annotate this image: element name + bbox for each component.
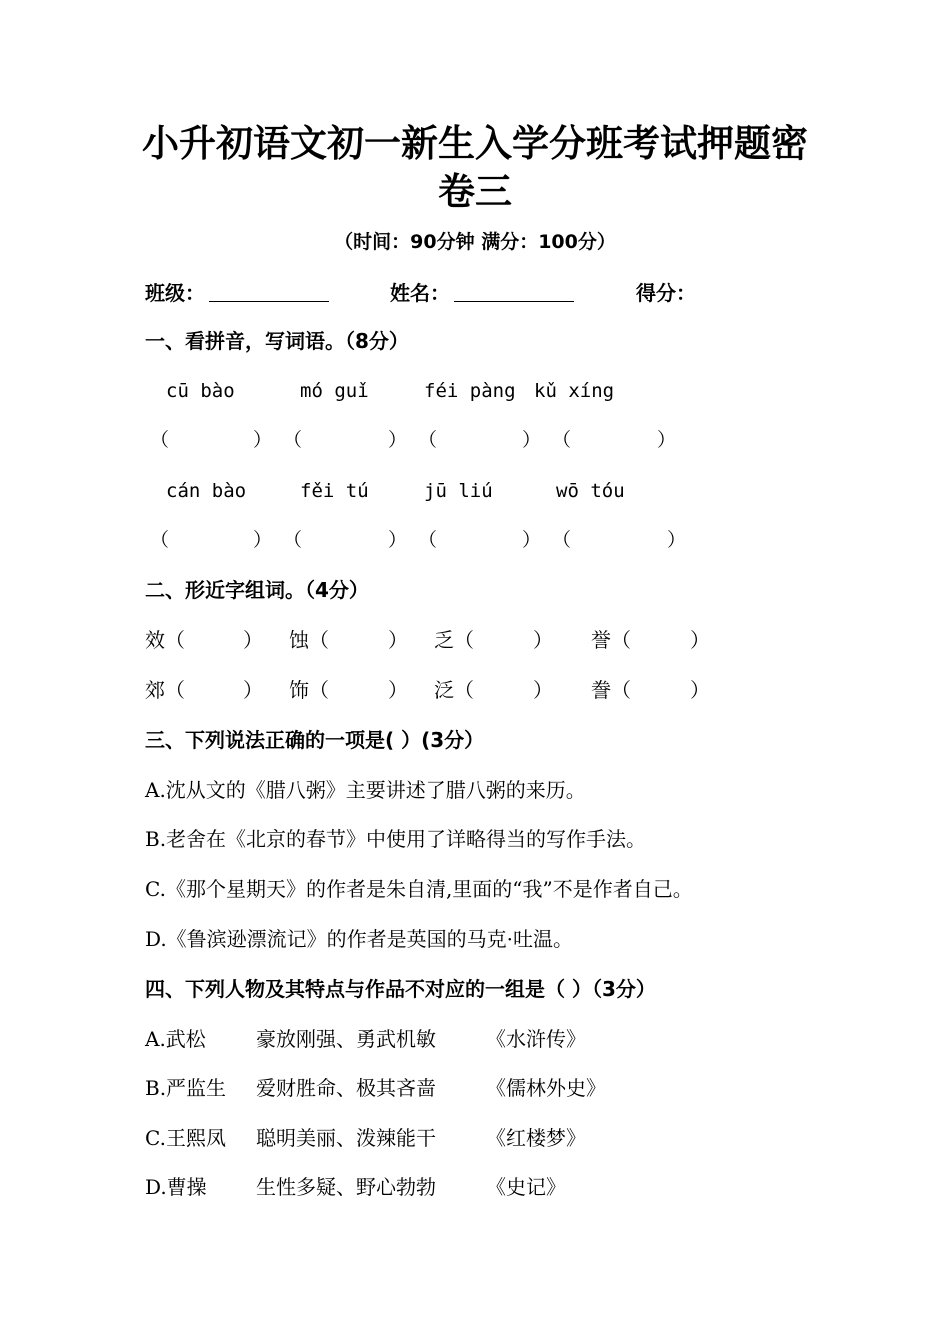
answer-paren-open: （ [552,529,572,551]
q2-item: ） [533,628,553,652]
q2-item: 泛（ [434,678,474,702]
q3-option-b: B.老舍在《北京的春节》中使用了详略得当的写作手法。 [145,827,647,851]
q2-item: ） [533,678,553,702]
score-label: 得分： [636,281,696,305]
answer-paren-open: （ [418,429,438,451]
q2-item: 乏（ [434,628,474,652]
q1-pinyin: wō tóu [556,480,625,502]
q4-character: A.武松 [145,1027,206,1051]
q1-pinyin: féi pàng [424,380,516,402]
q2-item: ） [388,628,408,652]
q2-item: 誊（ [591,678,631,702]
q2-item: ） [243,628,263,652]
q1-pinyin: cū bào [166,380,235,402]
q1-pinyin: kǔ xíng [534,380,615,402]
title-line-1: 小升初语文初一新生入学分班考试押题密 [142,122,808,165]
q3-option-d: D.《鲁滨逊漂流记》的作者是英国的马克·吐温。 [145,927,574,951]
q2-item: 誉（ [591,628,631,652]
q2-item: 效（ [145,628,185,652]
class-label: 班级： [145,281,205,305]
q4-character: D.曹操 [145,1175,207,1199]
q4-character: B.严监生 [145,1076,227,1100]
answer-paren-close: ） [388,429,408,451]
name-blank[interactable] [454,281,574,302]
title-line-2: 卷三 [438,170,512,213]
answer-paren-open: （ [150,429,170,451]
q2-item: ） [690,678,710,702]
score-field [636,279,696,307]
q1-pinyin: jū liú [424,480,493,502]
q4-work: 《红楼梦》 [486,1126,586,1150]
q2-heading: 二、形近字组词。（4分） [145,578,369,602]
q3-option-a: A.沈从文的《腊八粥》主要讲述了腊八粥的来历。 [145,778,586,802]
answer-paren-close: ） [667,529,687,551]
answer-paren-open: （ [150,529,170,551]
q3-option-c: C.《那个星期天》的作者是朱自清,里面的“我”不是作者自己。 [145,877,693,901]
q4-trait: 聪明美丽、泼辣能干 [256,1126,436,1150]
q2-item: 蚀（ [289,628,329,652]
answer-paren-close: ） [522,529,542,551]
class-field [145,279,329,307]
q2-item: ） [388,678,408,702]
answer-paren-close: ） [388,529,408,551]
q4-trait: 生性多疑、野心勃勃 [256,1175,436,1199]
q2-item: 饰（ [289,678,329,702]
q1-heading: 一、看拼音，写词语。（8分） [145,329,409,353]
answer-paren-close: ） [253,429,273,451]
answer-paren-open: （ [283,529,303,551]
class-blank[interactable] [209,281,329,302]
q4-work: 《儒林外史》 [486,1076,606,1100]
q2-item: ） [243,678,263,702]
q2-item: 郊（ [145,678,185,702]
q4-heading: 四、下列人物及其特点与作品不对应的一组是（ ）（3分） [145,977,656,1001]
q1-pinyin: cán bào [166,480,247,502]
answer-paren-open: （ [283,429,303,451]
q4-work: 《水浒传》 [486,1027,586,1051]
q4-trait: 豪放刚强、勇武机敏 [256,1027,436,1051]
answer-paren-open: （ [552,429,572,451]
q2-item: ） [690,628,710,652]
answer-paren-close: ） [657,429,677,451]
answer-paren-open: （ [418,529,438,551]
q4-character: C.王熙凤 [145,1126,226,1150]
q1-pinyin: fěi tú [300,480,369,502]
name-label: 姓名： [390,281,450,305]
q3-heading: 三、下列说法正确的一项是( ）(3分） [145,728,485,752]
name-field [390,279,574,307]
exam-time-score: （时间：90分钟 满分：100分） [334,231,616,253]
answer-paren-close: ） [522,429,542,451]
q4-trait: 爱财胜命、极其吝啬 [256,1076,436,1100]
q4-work: 《史记》 [486,1175,566,1199]
q1-pinyin: mó guǐ [300,380,369,402]
answer-paren-close: ） [253,529,273,551]
